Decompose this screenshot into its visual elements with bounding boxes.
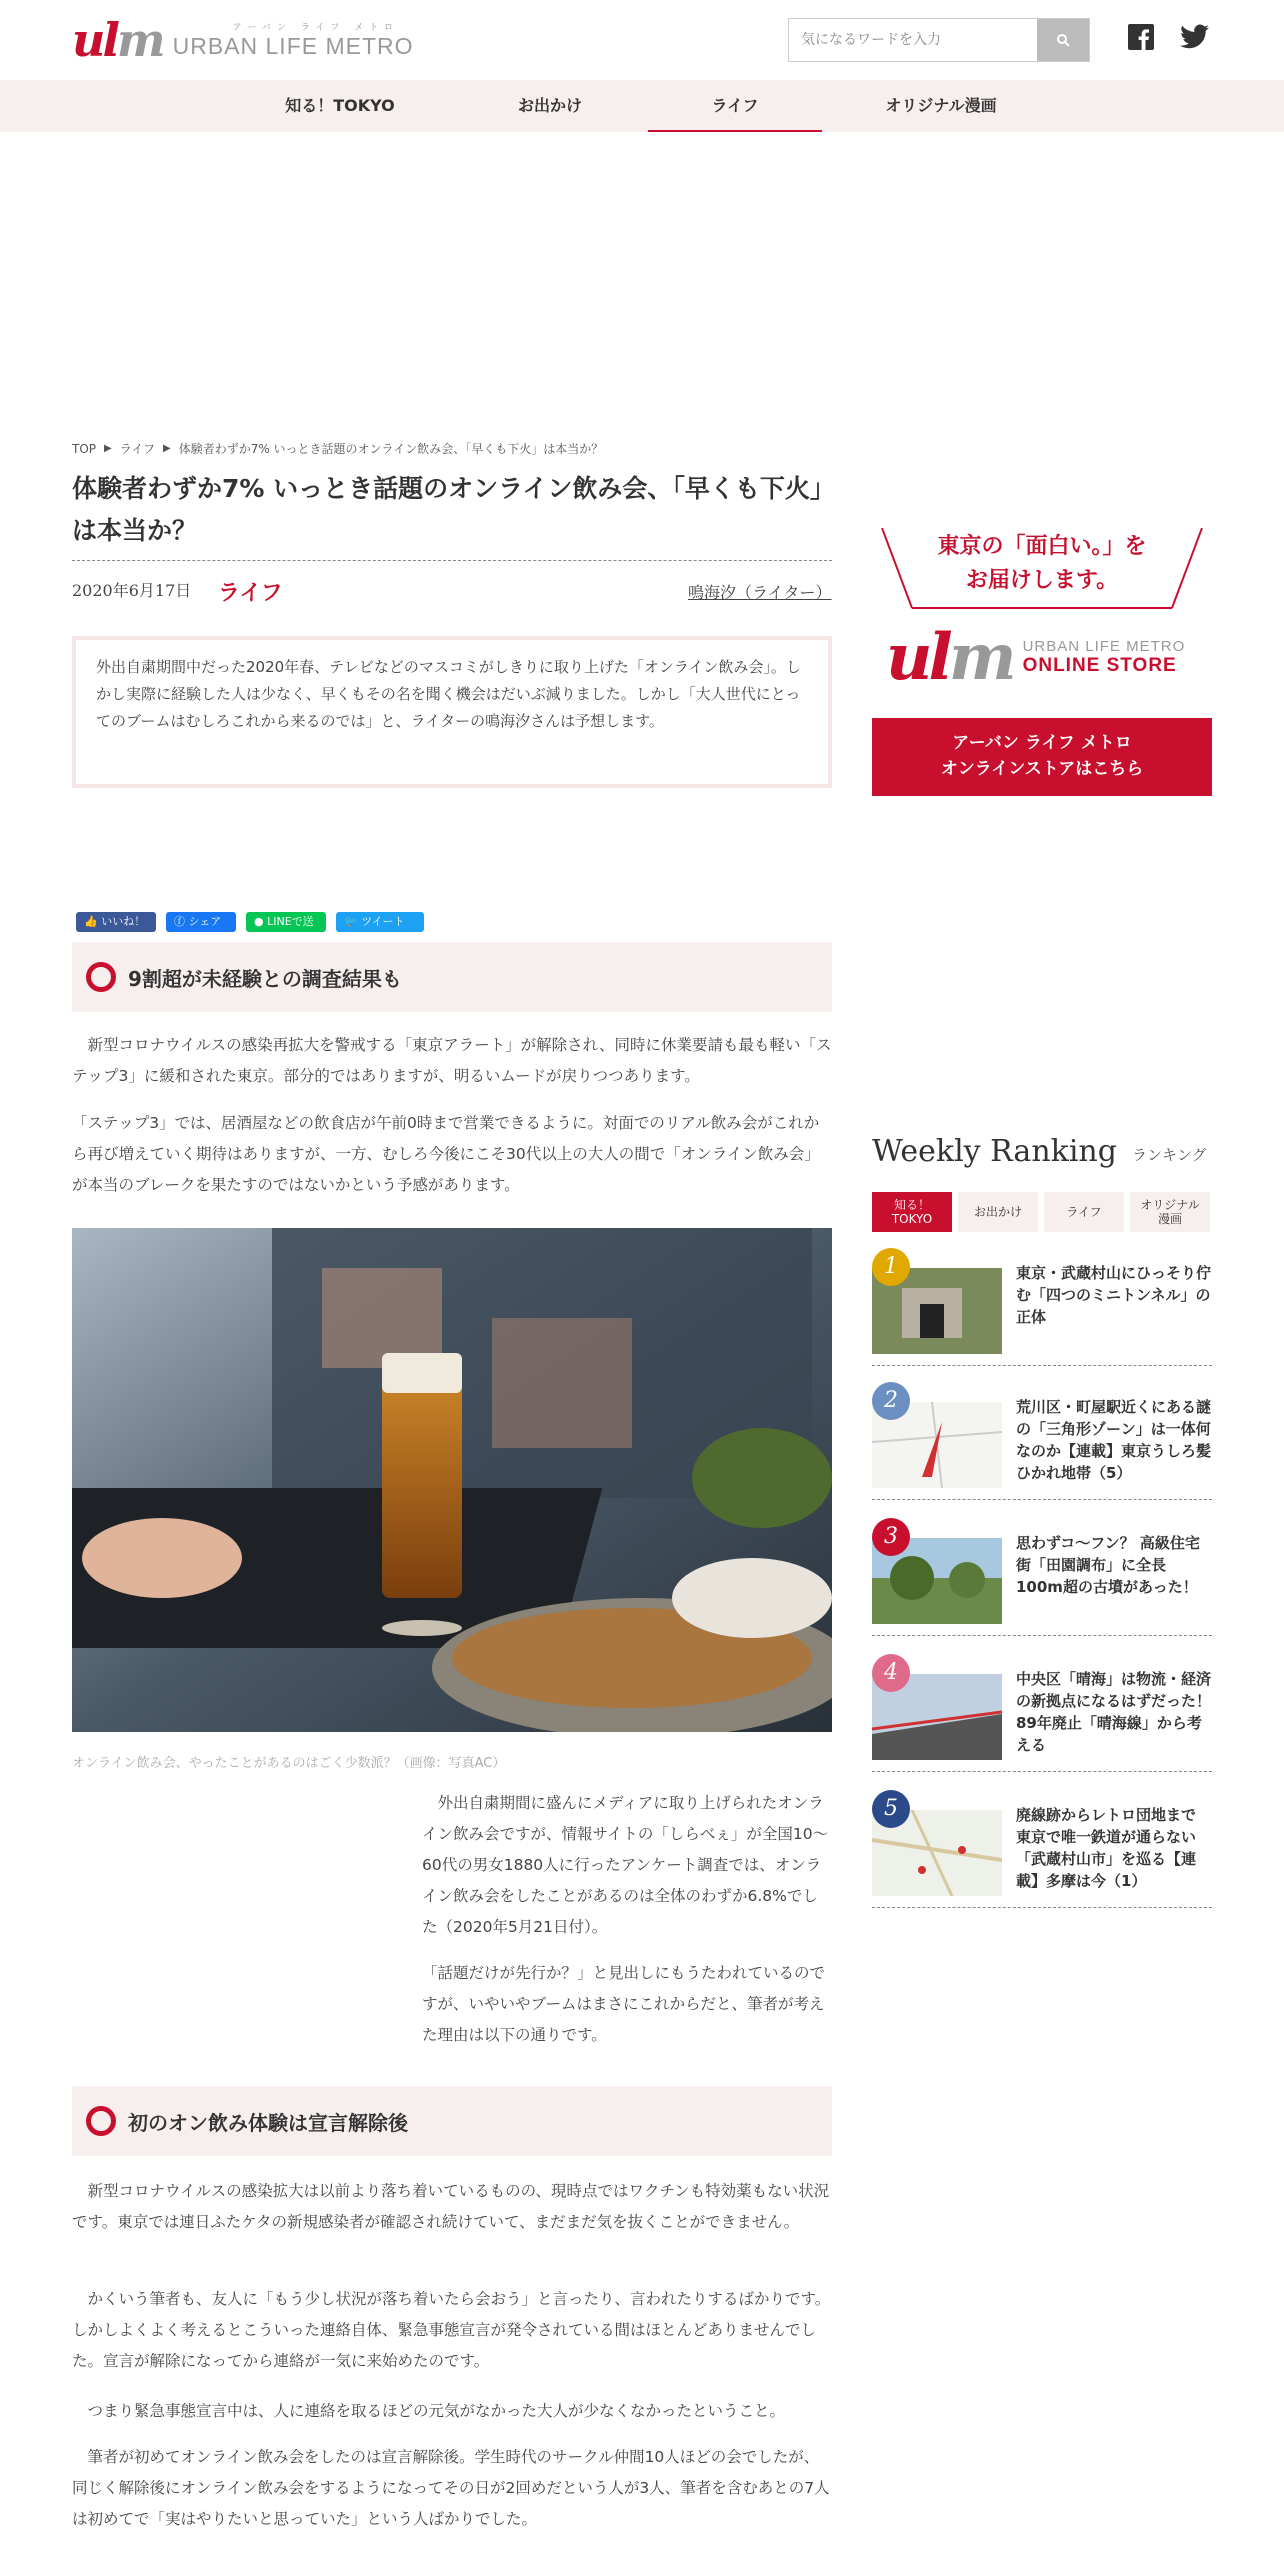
facebook-icon[interactable] bbox=[1128, 24, 1154, 50]
ranking-tabs bbox=[872, 1192, 1210, 1232]
rank-badge: 2 bbox=[872, 1382, 910, 1420]
search-icon bbox=[1056, 33, 1070, 47]
breadcrumb-top[interactable]: TOP bbox=[72, 441, 97, 456]
section-heading: 初のオン飲み体験は宣言解除後 bbox=[72, 2086, 832, 2156]
article-title: 体験者わずか7% いっとき話題のオンライン飲み会、「早くも下火」は本当か？ bbox=[72, 474, 823, 545]
paragraph: 「話題だけが先行か？」と見出しにもうたわれているのですが、いやいやブームはまさにこれからだと、筆者が考えた理由は以下の通りです。 bbox=[422, 1964, 826, 2044]
paragraph: 筆者が初めてオンライン飲み会をしたのは宣言解除後。学生時代のサークル仲間10人ほどの会でしたが、同じく解除後にオンライン飲み会をするようになってその日が2回めだという人が3人、筆者を含むあとの7人は初めてで「実はやりたいと思っていた」という人ばかりでした。 bbox=[72, 2448, 830, 2528]
chevron-right-icon: ▶ bbox=[104, 443, 112, 454]
ranking-tab-odekake[interactable]: お出かけ bbox=[958, 1192, 1038, 1232]
facebook-icon: ⓕ bbox=[174, 915, 185, 928]
article-photo bbox=[72, 1228, 832, 1732]
ranking-tab-shiru-tokyo[interactable]: 知る！ TOKYO bbox=[872, 1192, 952, 1232]
article-date: 2020年6月17日 bbox=[72, 581, 192, 600]
rank-badge: 3 bbox=[872, 1518, 910, 1556]
search-box bbox=[788, 18, 1090, 62]
section-heading: 9割超が未経験との調査結果も bbox=[72, 942, 832, 1012]
twitter-icon: 🐦 bbox=[344, 915, 358, 928]
facebook-like-button[interactable]: 👍 いいね！ bbox=[76, 912, 156, 932]
line-icon: ● bbox=[254, 915, 264, 928]
twitter-icon[interactable] bbox=[1180, 24, 1210, 50]
logo-name: URBAN LIFE METRO bbox=[172, 33, 414, 59]
ranking-item[interactable] bbox=[872, 1518, 1212, 1636]
ranking-item-title: 中央区「晴海」は物流・経済の新拠点になるはずだった！ 89年廃止「晴海線」から考える bbox=[1016, 1670, 1212, 1754]
ranking-tab-original-manga[interactable]: オリジナル 漫画 bbox=[1130, 1192, 1210, 1232]
breadcrumb bbox=[72, 440, 603, 457]
paragraph: つまり緊急事態宣言中は、人に連絡を取るほどの元気がなかった大人が少なくなかったということ。 bbox=[72, 2402, 786, 2420]
breadcrumb-life[interactable]: ライフ bbox=[119, 442, 155, 456]
ranking-title: Weekly Ranking bbox=[872, 1134, 1117, 1169]
paragraph: 外出自粛期間に盛んにメディアに取り上げられたオンライン飲み会ですが、情報サイトの「しらべぇ」が全国10～60代の男女1880人に行ったアンケート調査では、オンライン飲み会をしたことがあるのは全体のわずか6.8%でした（2020年5月21日付）。 bbox=[422, 1794, 829, 1936]
share-buttons bbox=[76, 912, 424, 932]
ranking-item-title: 廃線跡からレトロ団地まで 東京で唯一鉄道が通らない「武蔵村山市」を巡る【連載】多摩は今（1） bbox=[1016, 1806, 1197, 1890]
tweet-button[interactable]: 🐦 ツイート bbox=[336, 912, 424, 932]
ranking-item-title: 荒川区・町屋駅近くにある謎の「三角形ゾーン」は一体何なのか【連載】東京うしろ髪ひかれ地帯（5） bbox=[1016, 1398, 1212, 1482]
ranking-item[interactable] bbox=[872, 1248, 1212, 1366]
rank-badge: 1 bbox=[872, 1248, 910, 1286]
ranking-item-title: 東京・武蔵村山にひっそり佇む「四つのミニトンネル」の正体 bbox=[1016, 1264, 1212, 1326]
logo-ruby: アーバン ライフ メトロ bbox=[232, 23, 400, 33]
online-store-button[interactable]: アーバン ライフ メトロ オンラインストアはこちら bbox=[872, 718, 1212, 796]
article-author[interactable]: 鳴海汐（ライター） bbox=[688, 583, 832, 602]
ad-headline: 東京の「面白い。」を お届けします。 bbox=[937, 534, 1147, 593]
breadcrumb-current: 体験者わずか7% いっとき話題のオンライン飲み会、「早くも下火」は本当か？ bbox=[178, 442, 604, 456]
nav-item-original-manga[interactable]: オリジナル漫画 bbox=[885, 96, 997, 115]
photo-caption: オンライン飲み会、やったことがあるのはごく少数派？（画像：写真AC） bbox=[72, 1756, 506, 1771]
ranking-item-title: 思わずコ～フン？ 高級住宅街「田園調布」に全長100m超の古墳があった！ bbox=[1016, 1534, 1200, 1596]
rank-badge: 5 bbox=[872, 1790, 910, 1828]
chevron-right-icon: ▶ bbox=[163, 443, 171, 454]
paragraph: 「ステップ3」では、居酒屋などの飲食店が午前0時まで営業できるように。対面でのリアル飲み会がこれから再び増えていく期待はありますが、一方、むしろ今後にこそ30代以上の大人の間で「オンライン飲み会」が本当のブレークを果たすのではないかという予感があります。 bbox=[72, 1114, 820, 1194]
rank-badge: 4 bbox=[872, 1654, 910, 1692]
line-share-button[interactable]: ● LINEで送 bbox=[246, 912, 326, 932]
ranking-item[interactable] bbox=[872, 1654, 1212, 1772]
paragraph: かくいう筆者も、友人に「もう少し状況が落ち着いたら会おう」と言ったり、言われたりするばかりです。しかしよくよく考えるとこういった連絡自体、緊急事態宣言が発令されている間はほとんどありませんでした。宣言が解除になってから連絡が一気に来始めたのです。 bbox=[72, 2290, 831, 2370]
ranking-tab-life[interactable]: ライフ bbox=[1044, 1192, 1124, 1232]
logo-mark: ulm bbox=[72, 13, 163, 67]
article-category[interactable]: ライフ bbox=[218, 581, 283, 606]
nav-item-shiru-tokyo[interactable]: 知る！TOKYO bbox=[285, 96, 395, 115]
site-header bbox=[0, 0, 1284, 80]
ad-logo: ulm URBAN LIFE METRO ONLINE STORE bbox=[886, 620, 1186, 695]
nav-item-odekake[interactable]: お出かけ bbox=[517, 96, 582, 115]
paragraph: 新型コロナウイルスの感染再拡大を警戒する「東京アラート」が解除され、同時に休業要請も最も軽い「ステップ3」に緩和された東京。部分的ではありますが、明るいムードが戻りつつあります。 bbox=[72, 1036, 832, 1085]
online-store-ad[interactable] bbox=[872, 520, 1212, 800]
site-logo[interactable] bbox=[72, 13, 414, 67]
search-input[interactable] bbox=[789, 19, 1037, 61]
divider bbox=[72, 560, 832, 561]
circle-icon bbox=[86, 962, 116, 992]
thumbs-up-icon: 👍 bbox=[84, 915, 98, 928]
facebook-share-button[interactable]: ⓕ シェア bbox=[166, 912, 236, 932]
paragraph: 新型コロナウイルスの感染拡大は以前より落ち着いているものの、現時点ではワクチンも特効薬もない状況です。東京では連日ふたケタの新規感染者が確認され続けていて、まだまだ気を抜くことができません。 bbox=[72, 2182, 830, 2231]
global-nav bbox=[0, 80, 1284, 132]
ranking-item[interactable] bbox=[872, 1790, 1212, 1908]
ranking-item[interactable] bbox=[872, 1382, 1212, 1500]
search-button[interactable] bbox=[1037, 19, 1089, 61]
circle-icon bbox=[86, 2106, 116, 2136]
nav-item-life[interactable]: ライフ bbox=[648, 80, 822, 132]
article-lead: 外出自粛期間中だった2020年春、テレビなどのマスコミがしきりに取り上げた「オンライン飲み会」。しかし実際に経験した人は少なく、早くもその名を聞く機会はだいぶ減りました。しかし「大人世代にとってのブームはむしろこれから来るのでは」と、ライターの鳴海汐さんは予想します。 bbox=[72, 636, 832, 788]
ranking-subtitle: ランキング bbox=[1132, 1146, 1207, 1164]
